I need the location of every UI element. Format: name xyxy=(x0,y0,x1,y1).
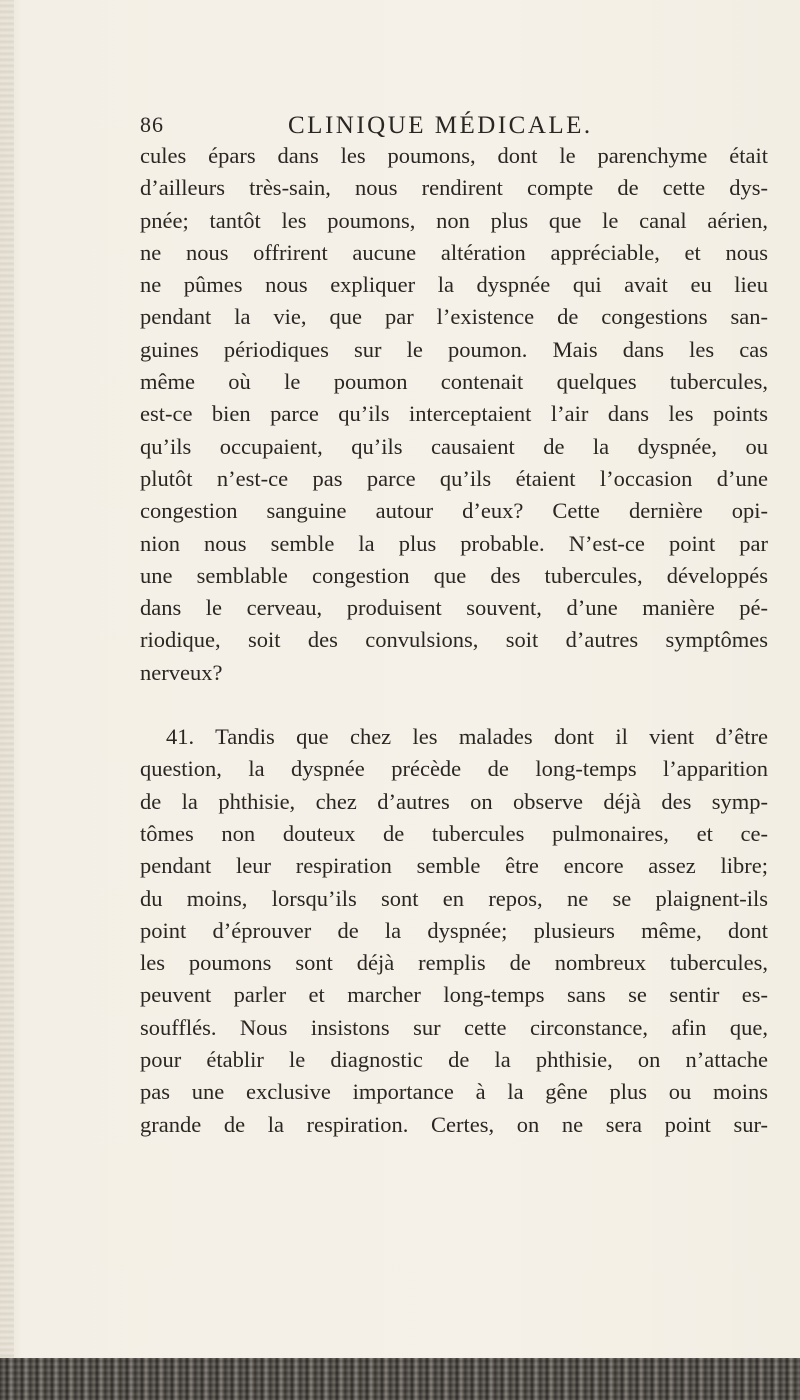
text-line: est-ce bien parce qu’ils interceptaient l’air dans les points xyxy=(140,401,768,427)
text-line: même où le poumon contenait quelques tubercules, xyxy=(140,369,768,395)
paragraph-gap xyxy=(140,689,768,721)
text-line: nerveux? xyxy=(140,659,223,685)
text-line: ne nous offrirent aucune altération appréciable, et nous xyxy=(140,239,768,265)
text-line: guines périodiques sur le poumon. Mais dans les cas xyxy=(140,336,768,362)
page-binding-edge xyxy=(0,0,14,1400)
text-line: de la phthisie, chez d’autres on observe déjà des symp- xyxy=(140,788,768,814)
text-line: une semblable congestion que des tubercules, développés xyxy=(140,562,768,588)
text-line: les poumons sont déjà remplis de nombreux tubercules, xyxy=(140,950,768,976)
body-text xyxy=(140,140,768,1141)
text-line: congestion sanguine autour d’eux? Cette dernière opi- xyxy=(140,498,768,524)
text-line: grande de la respiration. Certes, on ne sera point sur- xyxy=(140,1111,768,1137)
text-line: pendant leur respiration semble être encore assez libre; xyxy=(140,853,768,879)
text-line: point d’éprouver de la dyspnée; plusieurs même, dont xyxy=(140,917,768,943)
text-line: dans le cerveau, produisent souvent, d’une manière pé- xyxy=(140,595,768,621)
scan-bottom-edge xyxy=(0,1358,800,1400)
text-line: qu’ils occupaient, qu’ils causaient de la dyspnée, ou xyxy=(140,433,768,459)
text-line: du moins, lorsqu’ils sont en repos, ne se plaignent-ils xyxy=(140,885,768,911)
text-line: tômes non douteux de tubercules pulmonaires, et ce- xyxy=(140,820,768,846)
text-line: question, la dyspnée précède de long-temps l’apparition xyxy=(140,756,768,782)
text-line: pendant la vie, que par l’existence de congestions san- xyxy=(140,304,768,330)
text-line: peuvent parler et marcher long-temps sans se sentir es- xyxy=(140,982,768,1008)
text-line: soufflés. Nous insistons sur cette circonstance, afin que, xyxy=(140,1014,768,1040)
running-title: CLINIQUE MÉDICALE. xyxy=(288,112,593,139)
text-line: nion nous semble la plus probable. N’est-ce point par xyxy=(140,530,768,556)
text-line: pnée; tantôt les poumons, non plus que le canal aérien, xyxy=(140,207,768,233)
text-line: cules épars dans les poumons, dont le parenchyme était xyxy=(140,143,768,168)
text-line: pas une exclusive importance à la gêne plus ou moins xyxy=(140,1079,768,1105)
paragraph xyxy=(140,140,768,689)
paragraph xyxy=(140,721,768,1141)
text-line: ne pûmes nous expliquer la dyspnée qui avait eu lieu xyxy=(140,272,768,298)
page-number: 86 xyxy=(140,112,164,137)
text-line: pour établir le diagnostic de la phthisie, on n’attache xyxy=(140,1047,768,1073)
text-line: riodique, soit des convulsions, soit d’autres symptômes xyxy=(140,627,768,653)
text-line: d’ailleurs très-sain, nous rendirent compte de cette dys- xyxy=(140,175,768,201)
text-line: plutôt n’est-ce pas parce qu’ils étaient l’occasion d’une xyxy=(140,465,768,491)
text-line: 41. Tandis que chez les malades dont il vient d’être xyxy=(166,724,768,750)
